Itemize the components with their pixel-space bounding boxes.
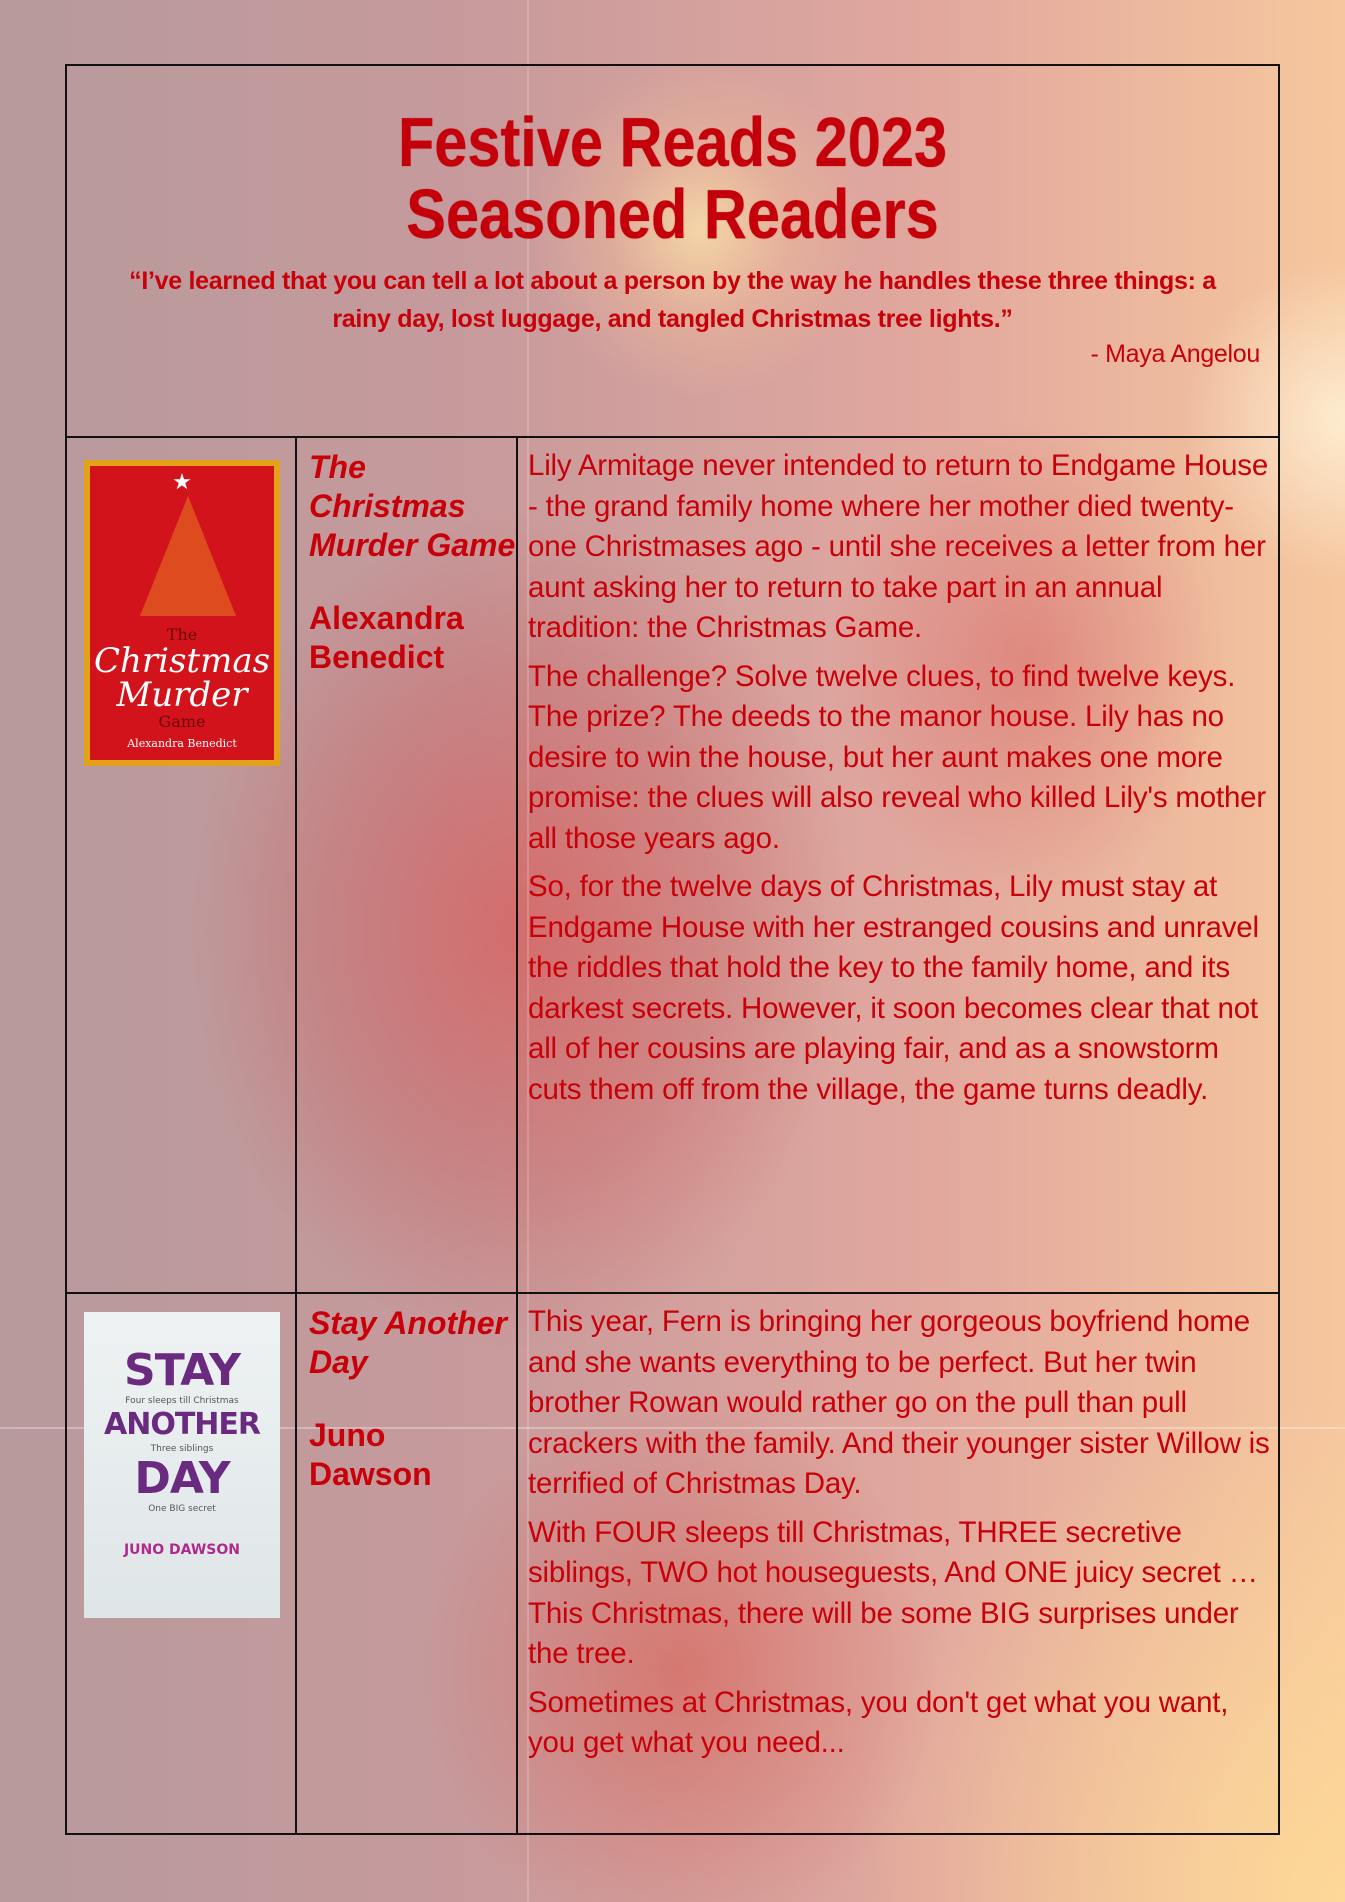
book-cover-image — [84, 460, 280, 766]
description-paragraph: So, for the twelve days of Christmas, Lily must stay at Endgame House with her estranged cousins and unravel the riddles that hold the key to the family home, and its darkest secrets. However, it soon becomes clear that not all of her cousins are playing fair, and as a snowstorm cuts them off from the village, the game turns deadly. — [528, 870, 1259, 1106]
description-paragraph: With FOUR sleeps till Christmas, THREE secretive siblings, TWO hot houseguests, And ONE juicy secret … This Christmas, there will be some BIG surprises under the tree. — [528, 1515, 1258, 1670]
description-paragraph: Lily Armitage never intended to return to Endgame House - the grand family home where her mother died twenty-one Christmases ago - until she receives a letter from her aunt asking her to return to take part in an annual tradition: the Christmas Game. — [528, 449, 1269, 644]
tree-icon — [140, 496, 236, 616]
book-cover-image — [84, 1312, 280, 1618]
cover-text: DAY — [134, 1453, 230, 1504]
cover-text: Three siblings — [150, 1444, 214, 1454]
reading-list-table — [65, 64, 1280, 1835]
cover-cell — [66, 1293, 296, 1834]
cover-text: One BIG secret — [148, 1504, 216, 1514]
cover-text: JUNO DAWSON — [123, 1542, 241, 1558]
description-cell — [517, 1293, 1279, 1834]
book-author: Alexandra Benedict — [309, 600, 464, 675]
cover-text: Four sleeps till Christmas — [125, 1396, 239, 1406]
title-cell — [296, 437, 517, 1293]
page-title — [158, 103, 1187, 253]
cover-text: Murder — [116, 675, 248, 715]
description-cell — [517, 437, 1279, 1293]
description-paragraph: Sometimes at Christmas, you don't get what you want, you get what you need... — [528, 1685, 1229, 1759]
cover-text: Christmas — [93, 641, 271, 681]
book-title: The Christmas Murder Game — [309, 449, 516, 563]
cover-text: Alexandra Benedict — [127, 737, 237, 750]
description-paragraph: This year, Fern is bringing her gorgeous boyfriend home and she wants everything to be perfect. But her twin brother Rowan would rather go on the pull than pull crackers with the family. And their younger sister Willow is terrified of Christmas Day. — [528, 1305, 1270, 1500]
header-cell — [66, 65, 1279, 437]
cover-text: Game — [158, 712, 206, 731]
cover-text: STAY — [124, 1345, 240, 1396]
title-line: Festive Reads 2023 — [397, 103, 948, 181]
description-paragraph: The challenge? Solve twelve clues, to find twelve keys. The prize? The deeds to the manor house. Lily has no desire to win the house, but her aunt makes one more promise: the clues will also reveal who killed Lily's mother all those years ago. — [528, 659, 1266, 855]
star-icon: ★ — [172, 470, 192, 495]
quote: “I’ve learned that you can tell a lot about a person by the way he handles these three things: a rainy day, lost luggage, and tangled Christmas tree lights.” — [129, 267, 1216, 333]
book-row — [66, 1293, 1279, 1834]
book-title: Stay Another Day — [309, 1305, 507, 1380]
cover-text: The — [166, 625, 198, 644]
cover-cell — [66, 437, 296, 1293]
title-cell — [296, 1293, 517, 1834]
book-row — [66, 437, 1279, 1293]
cover-text: ANOTHER — [104, 1407, 260, 1442]
subtitle-line: Seasoned Readers — [406, 175, 939, 253]
book-author: Juno Dawson — [309, 1417, 432, 1492]
quote-attribution: - Maya Angelou — [1090, 340, 1260, 368]
